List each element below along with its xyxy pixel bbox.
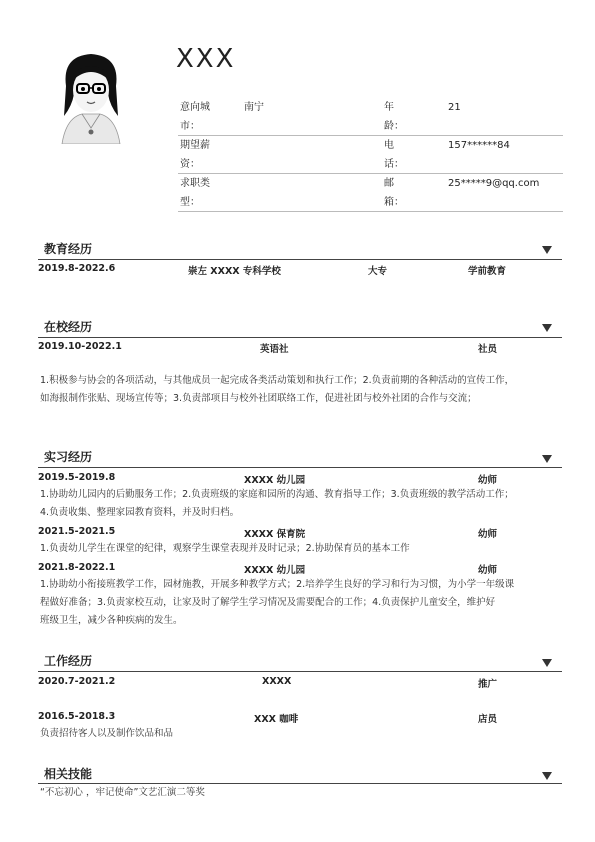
- collapse-arrow-icon[interactable]: [542, 659, 552, 667]
- collapse-arrow-icon[interactable]: [542, 246, 552, 254]
- collapse-arrow-icon[interactable]: [542, 324, 552, 332]
- internship-row: [38, 472, 562, 486]
- campus-description: 1.积极参与协会的各项活动，与其他成员一起完成各类活动策划和执行工作；2.负责前期的各种活动的宣传工作， 如海报制作张贴、现场宣传等；3.负责部项目与校外社团联络工作，促进社团与校外社团的合作与交流；: [40, 375, 515, 404]
- entry-major: 学前教育: [468, 266, 507, 277]
- entry-role: 店员: [478, 714, 498, 725]
- internship-row: [38, 526, 562, 540]
- section-divider: [38, 467, 562, 468]
- internship-row: [38, 562, 562, 576]
- campus-row: [38, 341, 562, 355]
- section-title-campus: 在校经历: [44, 320, 93, 334]
- entry-date: 2020.7-2021.2: [38, 676, 116, 687]
- personal-info-table: [178, 98, 563, 212]
- section-divider: [38, 259, 562, 260]
- internship-description: 1.负责幼儿学生在课堂的纪律，观察学生课堂表现并及时记录；2.协助保育员的基本工作: [40, 543, 410, 554]
- entry-date: 2016.5-2018.3: [38, 711, 116, 722]
- section-title-education: 教育经历: [44, 242, 93, 256]
- entry-org: 英语社: [260, 344, 289, 355]
- entry-role: 社员: [478, 344, 498, 355]
- entry-role: 大专: [368, 266, 388, 277]
- info-value: 25*****9@qq.com: [448, 178, 540, 189]
- section-title-skills: 相关技能: [44, 767, 93, 781]
- entry-date: 2019.8-2022.6: [38, 263, 116, 274]
- avatar: [52, 46, 130, 144]
- info-label: 求职类型：: [180, 178, 210, 208]
- internship-description: 1.协助幼小衔接班教学工作，园材施教，开展多种教学方式；2.培养学生良好的学习和行为习惯，为小学一年级课 程做好准备；3.负责家校互动，让家及时了解学生学习情况及需要配合的工作；4.负责保护儿童安全，维护好 班级卫生，减少各种疾病的发生。: [40, 579, 515, 626]
- info-value: 157******84: [448, 140, 510, 151]
- skills-description: “不忘初心 ，牢记使命”文艺汇演二等奖: [40, 787, 205, 798]
- entry-date: 2019.5-2019.8: [38, 472, 116, 483]
- section-title-internship: 实习经历: [44, 450, 93, 464]
- entry-role: 幼师: [478, 475, 498, 486]
- entry-org: XXXX 幼儿园: [244, 475, 306, 486]
- entry-role: 推广: [478, 679, 498, 690]
- info-label: 电话：: [384, 140, 404, 170]
- entry-date: 2021.5-2021.5: [38, 526, 116, 537]
- entry-org: 崇左 XXXX 专科学校: [188, 266, 281, 277]
- section-divider: [38, 671, 562, 672]
- collapse-arrow-icon[interactable]: [542, 772, 552, 780]
- info-label: 意向城市：: [180, 102, 210, 132]
- info-row: [178, 136, 563, 174]
- entry-org: XXXX: [262, 676, 292, 687]
- section-title-work: 工作经历: [44, 654, 93, 668]
- section-divider: [38, 337, 562, 338]
- education-row: [38, 263, 562, 277]
- info-value: 21: [448, 102, 461, 113]
- work-row: [38, 676, 562, 690]
- entry-date: 2019.10-2022.1: [38, 341, 122, 352]
- work-description: 负责招待客人以及制作饮品和品: [40, 728, 174, 739]
- info-value: 南宁: [244, 102, 264, 113]
- entry-role: 幼师: [478, 529, 498, 540]
- work-row: [38, 711, 562, 725]
- entry-org: XXXX 保育院: [244, 529, 306, 540]
- entry-date: 2021.8-2022.1: [38, 562, 116, 573]
- entry-org: XXXX 幼儿园: [244, 565, 306, 576]
- internship-description: 1.协助幼儿园内的后勤服务工作；2.负责班级的家庭和园所的沟通、教育指导工作；3.负责班级的教学活动工作； 4.负责收集、整理家园教育资料，并及时归档。: [40, 489, 514, 518]
- candidate-name: XXX: [176, 44, 236, 74]
- info-label: 期望薪资：: [180, 140, 210, 170]
- collapse-arrow-icon[interactable]: [542, 455, 552, 463]
- entry-org: XXX 咖啡: [254, 714, 299, 725]
- entry-role: 幼师: [478, 565, 498, 576]
- info-row: [178, 174, 563, 212]
- info-label: 年龄：: [384, 102, 404, 132]
- info-label: 邮箱：: [384, 178, 404, 208]
- info-row: [178, 98, 563, 136]
